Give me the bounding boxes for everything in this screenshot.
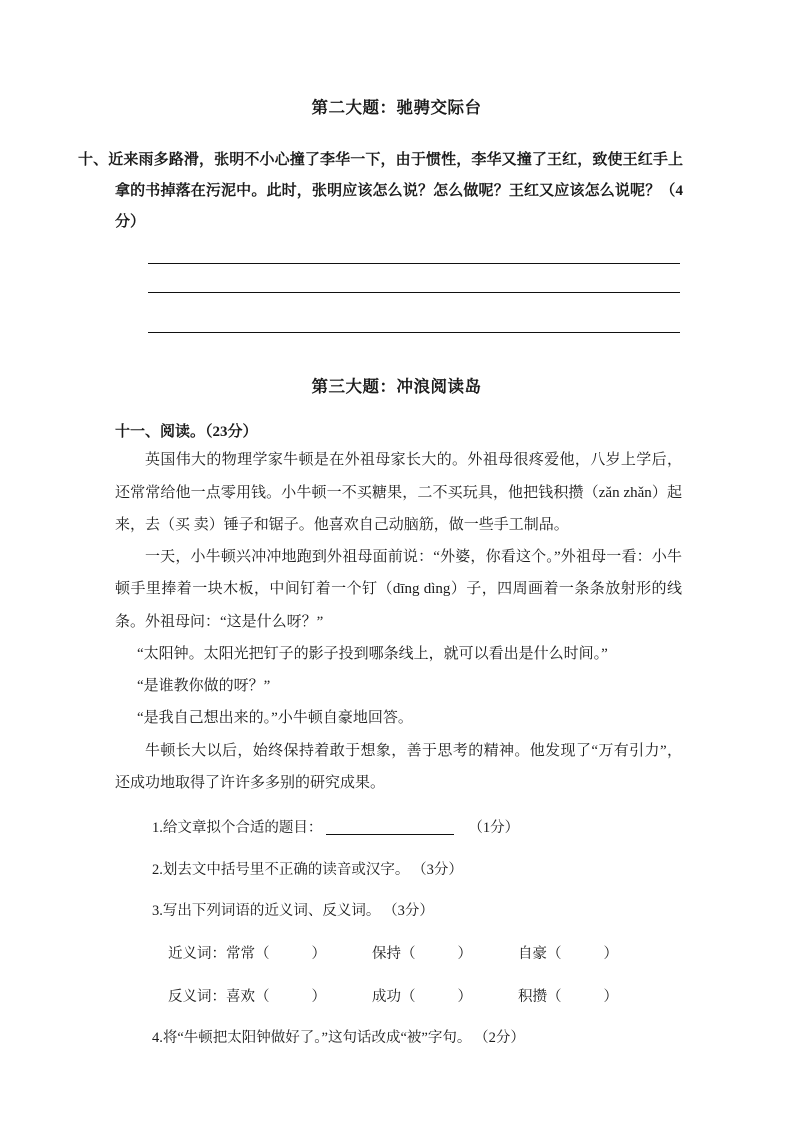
passage-paragraph: “太阳钟。太阳光把钉子的影子投到哪条线上，就可以看出是什么时间。” — [137, 645, 608, 662]
synonym-paren-open-3: （ — [547, 946, 562, 963]
synonym-paren-close-1: ） — [311, 946, 326, 963]
sub-question-points: （3分） — [419, 861, 463, 878]
antonym-paren-close-1: ） — [311, 988, 326, 1005]
section-three-heading-wrap — [0, 375, 793, 398]
passage-paragraph: “是我自己想出来的。”小牛顿自豪地回答。 — [137, 710, 413, 727]
answer-line-3[interactable] — [148, 332, 680, 333]
synonym-paren-close-2: ） — [457, 946, 472, 963]
section-two-heading-wrap — [0, 96, 793, 119]
synonym-paren-open-1: （ — [255, 946, 270, 963]
sub-question-text: 将“牛顿把太阳钟做好了。”这句话改成“被”字句。 — [162, 1030, 472, 1047]
sub-question-points: （1分） — [468, 820, 520, 837]
sub-question-2 — [0, 858, 793, 883]
sub-question-4 — [0, 1026, 793, 1051]
sub-question-text: 划去文中括号里不正确的读音或汉字。 — [162, 861, 410, 878]
antonym-row — [0, 985, 793, 1010]
passage-paragraph: 一天，小牛顿兴冲冲地跑到外祖母面前说：“外婆，你看这个。”外祖母一看：小牛顿手里捧着一块木板，中间钉着一个钉（dīng dìng）子，四周画着一条条放射形的线条。外祖母问：“这是什么呀？” — [115, 549, 682, 630]
synonym-word-1: 常常 — [226, 946, 255, 963]
sub-question-number: 2. — [152, 861, 163, 878]
antonym-word-2: 成功 — [372, 988, 401, 1005]
question-ten: 十、近来雨多路滑，张明不小心撞了李华一下，由于惯性，李华又撞了王红，致使王红手上拿的书掉落在污泥中。此时，张明应该怎么说？怎么做呢？王红又应该怎么说呢？（4分） — [78, 152, 683, 230]
answer-line-2[interactable] — [148, 292, 680, 293]
antonym-word-1: 喜欢 — [226, 988, 255, 1005]
answer-line-1[interactable] — [148, 263, 680, 264]
section-three-heading: 第三大题：冲浪阅读岛 — [311, 377, 482, 397]
sub-question-3 — [0, 899, 793, 924]
synonym-word-2: 保持 — [372, 946, 401, 963]
title-answer-blank[interactable] — [326, 820, 454, 835]
synonym-row — [0, 942, 793, 967]
passage-paragraph: 牛顿长大以后，始终保持着敢于想象，善于思考的精神。他发现了“万有引力”，还成功地取得了许许多多别的研究成果。 — [115, 742, 682, 791]
sub-question-1 — [0, 816, 793, 841]
synonym-paren-open-2: （ — [401, 946, 416, 963]
sub-question-points: （2分） — [481, 1030, 525, 1047]
antonym-paren-close-2: ） — [457, 988, 472, 1005]
sub-question-number: 3. — [152, 903, 163, 920]
passage-paragraph: 英国伟大的物理学家牛顿是在外祖母家长大的。外祖母很疼爱他，八岁上学后，还常常给他一点零用钱。小牛顿一不买糖果，二不买玩具，他把钱积攒（zǎn zhǎn）起来，去（买 卖）锤子和锯子。他喜欢自己动脑筋，做一些手工制品。 — [115, 452, 682, 533]
antonym-paren-open-2: （ — [401, 988, 416, 1005]
antonym-word-3: 积攒 — [518, 988, 547, 1005]
sub-question-points: （3分） — [390, 903, 434, 920]
synonym-word-3: 自豪 — [518, 946, 547, 963]
antonym-paren-open-1: （ — [255, 988, 270, 1005]
answer-lines-group — [0, 255, 793, 347]
reading-passage — [0, 444, 793, 799]
sub-question-text: 写出下列词语的近义词、反义词。 — [162, 903, 381, 920]
sub-question-number: 1. — [152, 820, 163, 837]
reading-head: 十一、阅读。（23分） — [115, 424, 258, 441]
section-two-heading: 第二大题：驰骋交际台 — [311, 98, 482, 117]
synonym-label: 近义词： — [168, 946, 226, 963]
antonym-paren-open-3: （ — [547, 988, 562, 1005]
sub-question-number: 4. — [152, 1030, 163, 1047]
synonym-paren-close-3: ） — [603, 946, 618, 963]
passage-paragraph: “是谁教你做的呀？” — [137, 678, 271, 695]
antonym-paren-close-3: ） — [603, 988, 618, 1005]
sub-question-text: 给文章拟个合适的题目： — [162, 820, 323, 837]
antonym-label: 反义词： — [168, 988, 226, 1005]
